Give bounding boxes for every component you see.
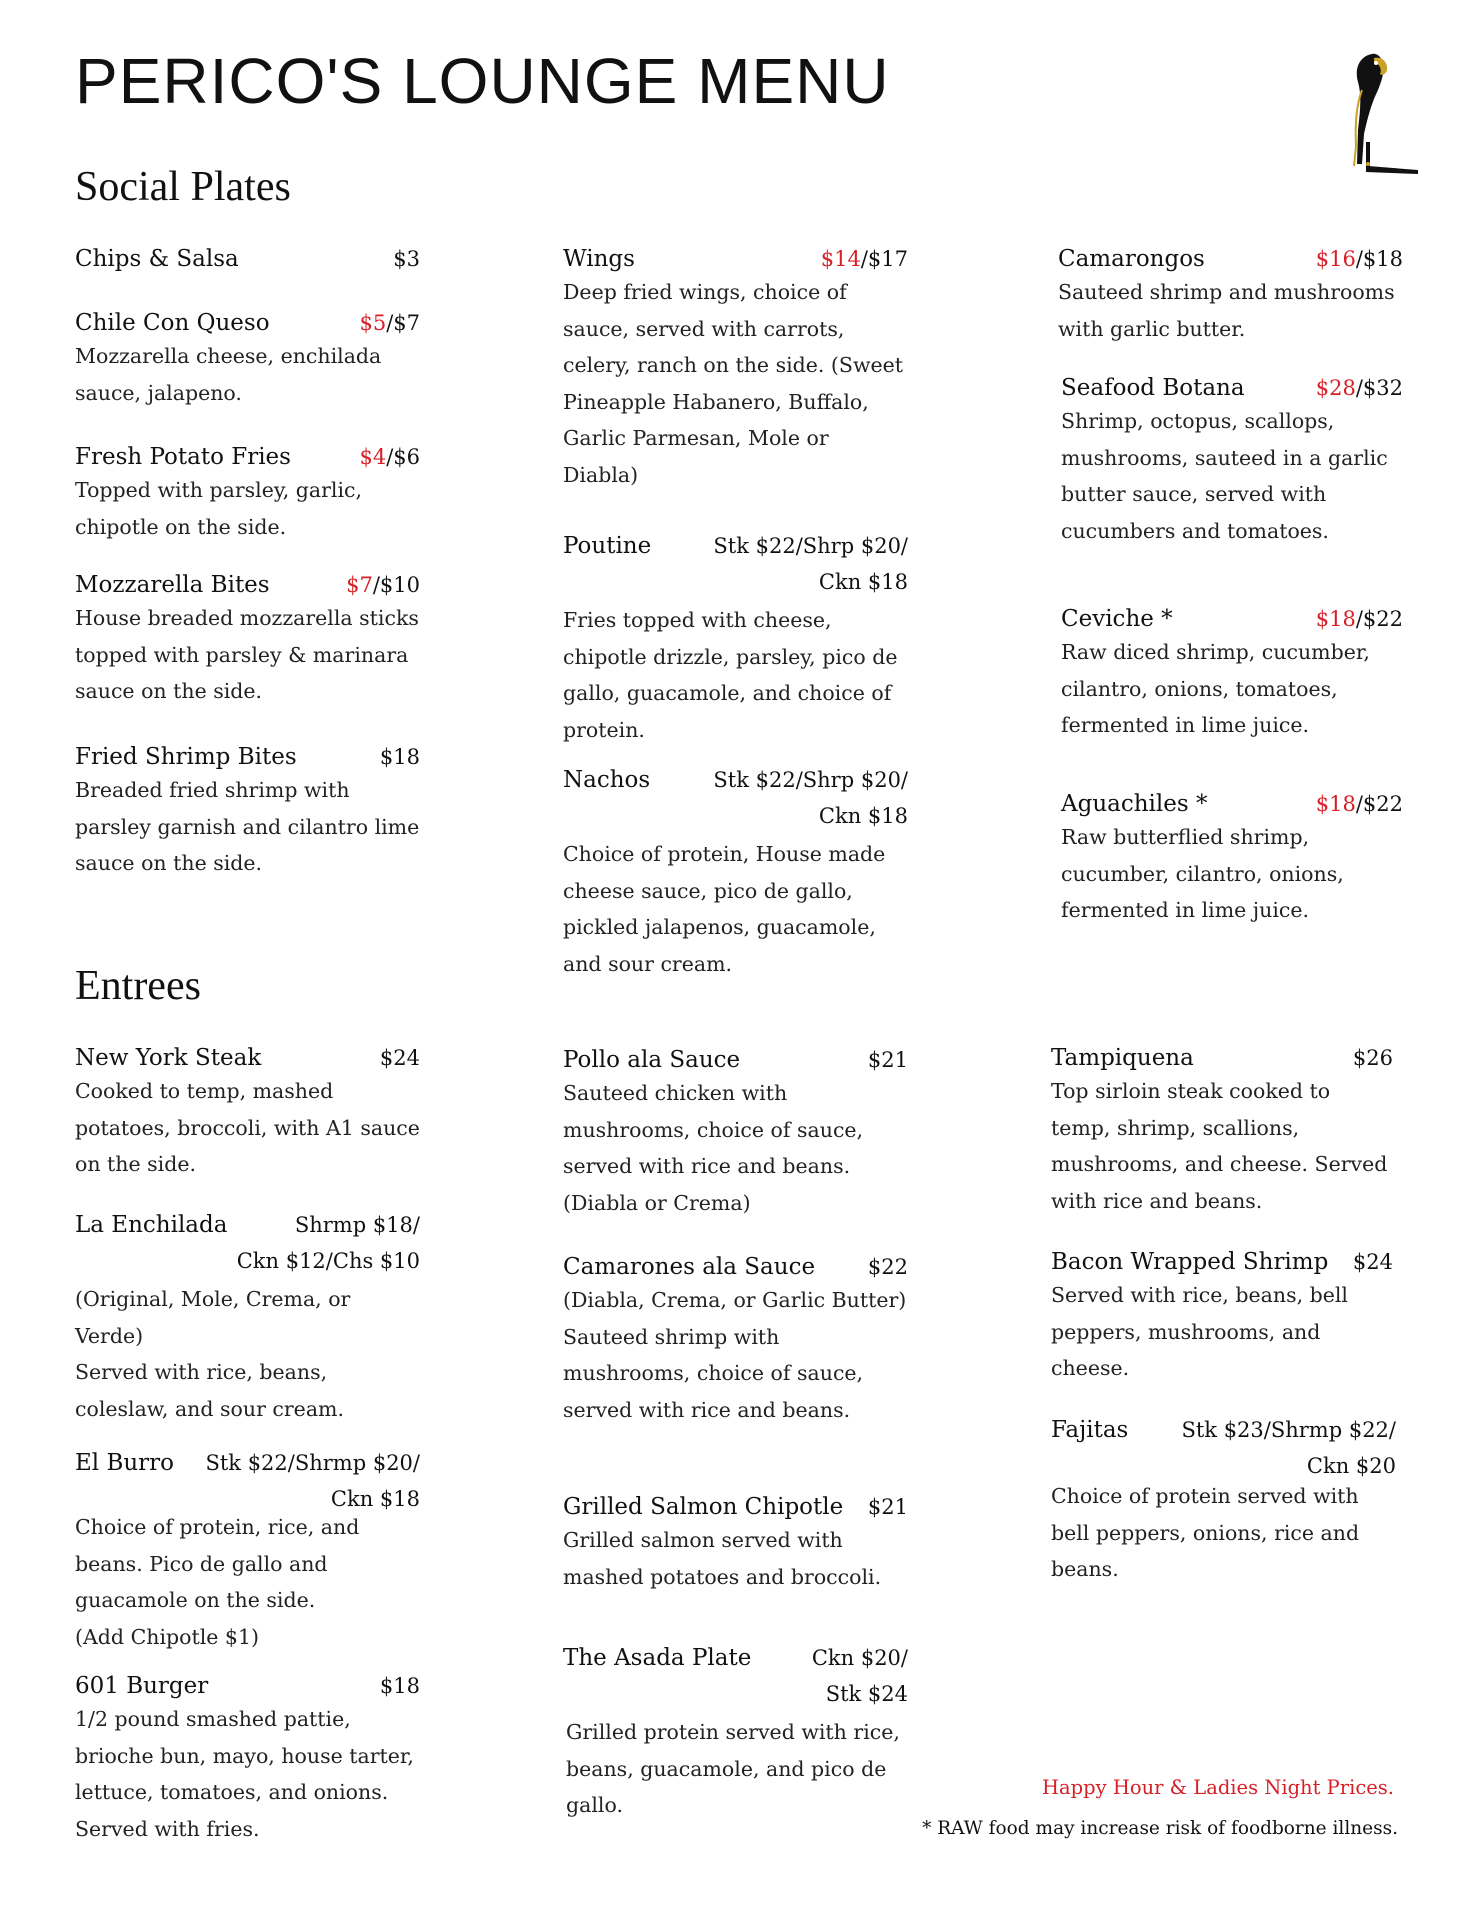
price-line: Ckn $12/Chs $10	[236, 1249, 420, 1273]
price-line: Shrmp $18/	[294, 1213, 420, 1237]
regular-price: /$22	[1355, 792, 1403, 816]
item-description: Raw butterflied shrimp, cucumber, cilantro, onions, fermented in lime juice.	[1061, 825, 1344, 922]
item-price: $21	[867, 1048, 908, 1072]
item-description: Fries topped with cheese, chipotle drizzle, parsley, pico de gallo, guacamole, and choice of protein.	[563, 608, 898, 742]
regular-price: /$7	[386, 311, 420, 335]
item-description-line: Served with rice, beans, coleslaw, and sour cream.	[75, 1360, 344, 1421]
happy-hour-price: $5	[359, 311, 387, 335]
item-price	[713, 528, 908, 600]
item-price	[812, 1640, 908, 1712]
item-name: 601 Burger	[75, 1673, 209, 1699]
item-description: Top sirloin steak cooked to temp, shrimp, scallions, mushrooms, and cheese. Served with rice and beans.	[1051, 1079, 1388, 1213]
menu-item	[563, 246, 908, 493]
item-price: $24	[379, 1046, 420, 1070]
menu-item	[563, 528, 908, 748]
section-title-social-plates: Social Plates	[75, 164, 291, 210]
item-name: Pollo ala Sauce	[563, 1047, 741, 1073]
happy-hour-price: $14	[820, 247, 861, 271]
item-description-line: (Diabla, Crema, or Garlic Butter)	[563, 1288, 907, 1312]
item-description-line: Sauteed chicken with mushrooms, choice of sauce, served with rice and beans.	[563, 1081, 864, 1178]
item-description: Shrimp, octopus, scallops, mushrooms, sauteed in a garlic butter sauce, served with cucumbers and tomatoes.	[1061, 409, 1388, 543]
item-description: House breaded mozzarella sticks topped with parsley & marinara sauce on the side.	[75, 606, 419, 703]
item-name: La Enchilada	[75, 1212, 228, 1238]
item-description	[75, 1509, 420, 1655]
menu-item	[75, 310, 420, 411]
item-name: Bacon Wrapped Shrimp	[1051, 1249, 1329, 1275]
regular-price: /$22	[1355, 607, 1403, 631]
menu-item	[75, 1045, 420, 1183]
item-price: $3	[393, 247, 420, 271]
item-description: Choice of protein, House made cheese sauce, pico de gallo, pickled jalapenos, guacamole, and sour cream.	[563, 842, 886, 976]
item-price: $22	[867, 1255, 908, 1279]
price-line: Stk $24	[825, 1682, 908, 1706]
item-description: Grilled salmon served with mashed potatoes and broccoli.	[563, 1528, 882, 1589]
item-price	[713, 762, 908, 834]
regular-price: /$32	[1355, 376, 1403, 400]
item-description: Mozzarella cheese, enchilada sauce, jalapeno.	[75, 344, 382, 405]
item-name: Fresh Potato Fries	[75, 444, 291, 470]
item-description: 1/2 pound smashed pattie, brioche bun, mayo, house tarter, lettuce, tomatoes, and onions. Served with fries.	[75, 1707, 414, 1841]
happy-hour-price: $16	[1315, 247, 1356, 271]
raw-food-warning: * RAW food may increase risk of foodborne illness.	[922, 1818, 1398, 1839]
menu-item	[563, 762, 908, 982]
item-description	[563, 1282, 908, 1428]
item-price: $21	[867, 1495, 908, 1519]
price-line: Ckn $20	[1306, 1454, 1396, 1478]
regular-price: /$18	[1355, 247, 1403, 271]
item-name: Fajitas	[1051, 1417, 1129, 1443]
happy-hour-price: $28	[1315, 376, 1356, 400]
item-price: $18	[379, 1674, 420, 1698]
happy-hour-price: $7	[346, 573, 373, 597]
price-line: Stk $22/Shrp $20/	[713, 768, 908, 792]
item-name: Chile Con Queso	[75, 310, 270, 336]
menu-item	[75, 744, 420, 882]
menu-item	[563, 1494, 908, 1595]
item-price	[1316, 376, 1403, 400]
item-description: Topped with parsley, garlic, chipotle on the side.	[75, 478, 362, 539]
section-title-entrees: Entrees	[75, 963, 201, 1009]
regular-price: /$10	[372, 573, 420, 597]
price-line: Ckn $18	[330, 1487, 420, 1511]
item-name: Camarongos	[1058, 246, 1205, 272]
menu-item	[75, 444, 420, 545]
item-description: Served with rice, beans, bell peppers, mushrooms, and cheese.	[1051, 1283, 1348, 1380]
menu-item	[75, 1207, 420, 1427]
item-name: Seafood Botana	[1061, 375, 1245, 401]
item-name: Chips & Salsa	[75, 246, 239, 272]
happy-hour-price: $18	[1315, 792, 1356, 816]
menu-item	[1061, 606, 1403, 744]
menu-item	[75, 246, 420, 272]
price-line: Ckn $18	[818, 570, 908, 594]
menu-item	[1061, 791, 1403, 929]
menu-item	[1051, 1045, 1393, 1219]
menu-item	[1058, 246, 1403, 347]
menu-item	[75, 572, 420, 710]
item-description: Cooked to temp, mashed potatoes, broccoli, with A1 sauce on the side.	[75, 1079, 420, 1176]
menu-title: PERICO'S LOUNGE MENU	[75, 45, 890, 117]
regular-price: /$17	[860, 247, 908, 271]
item-name: Grilled Salmon Chipotle	[563, 1494, 844, 1520]
item-description	[563, 1075, 908, 1221]
item-price	[205, 1445, 420, 1517]
item-name: Nachos	[563, 767, 651, 793]
item-price	[1316, 607, 1403, 631]
item-name: The Asada Plate	[563, 1645, 752, 1671]
item-name: Fried Shrimp Bites	[75, 744, 297, 770]
item-name: Ceviche *	[1061, 606, 1173, 632]
happy-hour-note: Happy Hour & Ladies Night Prices.	[1042, 1776, 1394, 1799]
menu-item	[563, 1047, 908, 1221]
item-name: Aguachiles *	[1061, 791, 1208, 817]
menu-item	[1061, 375, 1403, 549]
menu-item	[563, 1254, 908, 1428]
item-description: Breaded fried shrimp with parsley garnish and cilantro lime sauce on the side.	[75, 778, 420, 875]
item-description-line: Choice of protein, rice, and beans. Pico de gallo and guacamole on the side.	[75, 1515, 360, 1612]
regular-price: /$6	[386, 445, 420, 469]
item-name: Tampiquena	[1051, 1045, 1194, 1071]
item-price	[346, 573, 420, 597]
item-name: New York Steak	[75, 1045, 262, 1071]
item-name: Wings	[563, 246, 635, 272]
happy-hour-price: $4	[359, 445, 387, 469]
item-name: Mozzarella Bites	[75, 572, 270, 598]
happy-hour-price: $18	[1315, 607, 1356, 631]
price-line: Stk $22/Shrmp $20/	[205, 1451, 420, 1475]
item-name: Poutine	[563, 533, 652, 559]
item-price	[1316, 792, 1403, 816]
item-description-line: (Add Chipotle $1)	[75, 1624, 259, 1649]
item-price	[1181, 1412, 1396, 1484]
menu-item	[563, 1640, 908, 1824]
item-price	[359, 311, 420, 335]
item-price: $26	[1352, 1046, 1393, 1070]
price-line: Ckn $18	[818, 804, 908, 828]
item-description-line: (Diabla or Crema)	[563, 1190, 751, 1215]
item-description: Deep fried wings, choice of sauce, served with carrots, celery, ranch on the side. (Sweet Pineapple Habanero, Buffalo, Garlic Parmesan, Mole or Diabla)	[563, 280, 904, 487]
menu-item	[75, 1673, 420, 1847]
item-description: Raw diced shrimp, cucumber, cilantro, onions, tomatoes, fermented in lime juice.	[1061, 640, 1370, 737]
item-price	[1316, 247, 1403, 271]
item-price: $18	[379, 745, 420, 769]
item-price	[821, 247, 908, 271]
item-price	[237, 1207, 420, 1279]
item-description-line: Sauteed shrimp with mushrooms, choice of sauce, served with rice and beans.	[563, 1324, 864, 1422]
price-line: Stk $22/Shrp $20/	[713, 534, 908, 558]
price-line: Ckn $20/	[811, 1646, 908, 1670]
item-description-line: (Original, Mole, Crema, or Verde)	[75, 1287, 351, 1348]
parrot-logo-icon	[1338, 46, 1424, 182]
menu-item	[1051, 1412, 1396, 1588]
item-description: Sauteed shrimp and mushrooms with garlic butter.	[1058, 280, 1395, 341]
item-price: $24	[1352, 1250, 1393, 1274]
item-price	[359, 445, 420, 469]
menu-item	[75, 1445, 420, 1655]
item-description: Grilled protein served with rice, beans, guacamole, and pico de gallo.	[566, 1720, 900, 1817]
item-description: Choice of protein served with bell peppers, onions, rice and beans.	[1051, 1484, 1360, 1581]
item-description	[75, 1281, 420, 1427]
item-name: Camarones ala Sauce	[563, 1254, 816, 1280]
price-line: Stk $23/Shrmp $22/	[1181, 1418, 1396, 1442]
menu-item	[1051, 1249, 1393, 1387]
item-name: El Burro	[75, 1450, 175, 1476]
